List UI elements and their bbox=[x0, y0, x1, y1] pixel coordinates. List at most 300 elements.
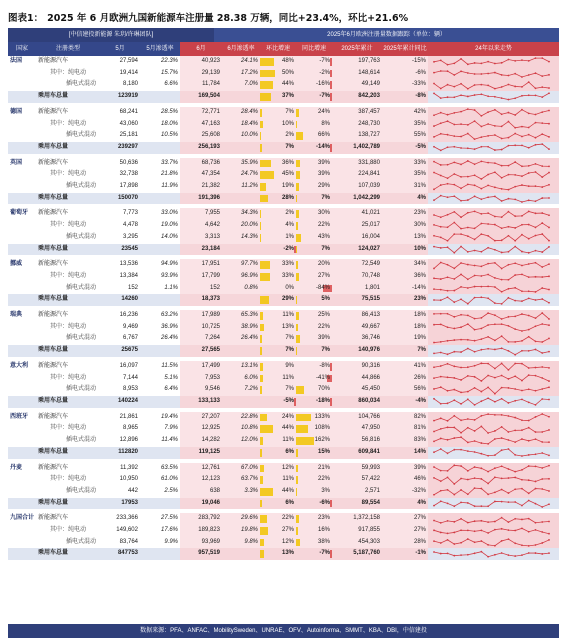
trend-sparkline-point-14 bbox=[528, 336, 530, 338]
trend-sparkline-line bbox=[434, 313, 549, 319]
trend-sparkline-point-17 bbox=[548, 171, 550, 173]
trend-sparkline-point-9 bbox=[494, 439, 496, 441]
mom-cell-text: 50% bbox=[281, 69, 294, 76]
trend-sparkline-point-10 bbox=[501, 363, 503, 365]
trend-sparkline-point-12 bbox=[514, 341, 516, 343]
may-cell: 13,536 bbox=[119, 261, 138, 268]
ytd-cell: 72,549 bbox=[332, 259, 382, 271]
table-row bbox=[8, 181, 559, 193]
mom-cell-text: 11% bbox=[282, 374, 294, 381]
trend-sparkline-point-15 bbox=[535, 318, 537, 320]
ytd-yoy-cell: 27% bbox=[382, 525, 428, 537]
trend-sparkline-point-12 bbox=[514, 375, 516, 377]
trend-sparkline-point-9 bbox=[494, 348, 496, 350]
yoy-cell-bar bbox=[296, 386, 304, 394]
mom-cell-text: 2% bbox=[285, 210, 294, 217]
trend-sparkline-point-2 bbox=[447, 390, 449, 392]
trend-sparkline-line bbox=[434, 465, 549, 471]
trend-sparkline-point-6 bbox=[474, 249, 476, 251]
may-cell: 68,241 bbox=[119, 108, 138, 115]
trend-sparkline bbox=[428, 193, 559, 205]
jun-cell: 12,123 bbox=[180, 474, 222, 486]
trend-sparkline-point-17 bbox=[548, 429, 550, 431]
ytd-cell: 36,746 bbox=[332, 333, 382, 345]
may-cell: 17953 bbox=[100, 498, 140, 510]
trend-sparkline-point-8 bbox=[487, 455, 489, 457]
jun-pen-cell bbox=[222, 193, 260, 205]
trend-sparkline-line bbox=[434, 223, 549, 229]
trend-sparkline-point-13 bbox=[521, 95, 523, 97]
trend-sparkline-point-6 bbox=[474, 505, 476, 507]
trend-sparkline-point-9 bbox=[494, 339, 496, 341]
yoy-cell-bar bbox=[296, 222, 298, 230]
yoy-cell-text: -16% bbox=[315, 81, 330, 88]
mom-cell bbox=[260, 79, 296, 91]
trend-sparkline-svg bbox=[428, 68, 555, 79]
yoy-cell-text: 29% bbox=[317, 183, 330, 190]
trend-sparkline-point-17 bbox=[548, 240, 550, 242]
type-cell: 其中：纯电动 bbox=[50, 222, 87, 229]
may-cell: 17,898 bbox=[119, 183, 138, 190]
ytd-cell: 454,303 bbox=[332, 537, 382, 549]
ytd-cell: 45,450 bbox=[332, 384, 382, 396]
trend-sparkline-line bbox=[434, 286, 549, 292]
trend-sparkline-point-8 bbox=[487, 61, 489, 63]
yoy-cell-text: 25% bbox=[317, 312, 330, 319]
trend-sparkline-point-17 bbox=[548, 61, 550, 63]
trend-sparkline-point-6 bbox=[474, 430, 476, 432]
trend-sparkline-point-8 bbox=[487, 185, 489, 187]
trend-sparkline-point-5 bbox=[467, 124, 469, 126]
trend-sparkline-svg bbox=[428, 463, 555, 474]
may-pen-cell: 22.3% bbox=[160, 58, 178, 64]
trend-sparkline-point-2 bbox=[447, 363, 449, 365]
jun-pen-cell: 7.2% bbox=[222, 384, 260, 396]
trend-sparkline-point-15 bbox=[535, 291, 537, 293]
jun-cell: 25,608 bbox=[180, 130, 222, 142]
country-cell-empty bbox=[8, 486, 36, 498]
trend-sparkline-point-6 bbox=[474, 228, 476, 230]
mom-cell-bar bbox=[260, 500, 262, 508]
trend-sparkline-point-12 bbox=[514, 530, 516, 532]
yoy-cell-text: 7% bbox=[321, 194, 330, 201]
trend-sparkline-svg bbox=[428, 142, 555, 153]
trend-sparkline-point-8 bbox=[487, 313, 489, 315]
col-header-4: 6月 bbox=[180, 42, 222, 56]
trend-sparkline-point-15 bbox=[535, 325, 537, 327]
trend-sparkline-point-11 bbox=[508, 402, 510, 404]
mom-cell-bar bbox=[260, 70, 275, 78]
trend-sparkline-point-11 bbox=[508, 198, 510, 200]
ytd-yoy-cell: 27% bbox=[382, 513, 428, 525]
mom-cell-text: 11% bbox=[282, 476, 294, 483]
trend-sparkline-line bbox=[434, 94, 549, 100]
yoy-cell-bar bbox=[296, 160, 300, 168]
yoy-cell bbox=[296, 158, 332, 170]
trend-sparkline-point-15 bbox=[535, 439, 537, 441]
trend-sparkline-point-3 bbox=[453, 135, 455, 137]
trend-sparkline-point-16 bbox=[541, 323, 543, 325]
trend-sparkline-point-13 bbox=[521, 234, 523, 236]
trend-sparkline-point-8 bbox=[487, 544, 489, 546]
jun-pen-cell: 11.2% bbox=[222, 181, 260, 193]
trend-sparkline-point-10 bbox=[501, 267, 503, 269]
trend-sparkline-point-10 bbox=[501, 375, 503, 377]
trend-sparkline-point-15 bbox=[535, 503, 537, 505]
trend-sparkline-svg bbox=[428, 158, 555, 169]
trend-sparkline-point-10 bbox=[501, 438, 503, 440]
trend-sparkline-point-3 bbox=[453, 63, 455, 65]
mom-cell-bar bbox=[260, 183, 266, 191]
ytd-yoy-cell: 82% bbox=[382, 412, 428, 424]
trend-sparkline-point-16 bbox=[541, 413, 543, 415]
country-cell-empty bbox=[8, 119, 36, 131]
trend-sparkline-point-6 bbox=[474, 477, 476, 479]
trend-sparkline-point-16 bbox=[541, 313, 543, 315]
trend-sparkline-point-16 bbox=[541, 398, 543, 400]
trend-sparkline-point-16 bbox=[541, 176, 543, 178]
trend-sparkline-point-13 bbox=[521, 201, 523, 203]
mom-cell bbox=[260, 396, 296, 408]
trend-sparkline-point-10 bbox=[501, 465, 503, 467]
type-cell: 其中：纯电动 bbox=[50, 120, 87, 127]
trend-sparkline-point-7 bbox=[480, 223, 482, 225]
trend-sparkline-point-11 bbox=[508, 75, 510, 77]
trend-sparkline-point-4 bbox=[460, 489, 462, 491]
trend-sparkline-point-10 bbox=[501, 165, 503, 167]
trend-sparkline-svg bbox=[428, 346, 555, 357]
ytd-yoy-cell: -1% bbox=[382, 548, 428, 560]
yoy-cell-bar bbox=[330, 550, 332, 558]
trend-sparkline bbox=[428, 119, 559, 131]
trend-sparkline-point-14 bbox=[528, 388, 530, 390]
trend-sparkline-point-15 bbox=[535, 480, 537, 482]
mom-cell bbox=[260, 68, 296, 80]
trend-sparkline-point-14 bbox=[528, 500, 530, 502]
trend-sparkline-point-7 bbox=[480, 213, 482, 215]
trend-sparkline-point-8 bbox=[487, 96, 489, 98]
trend-sparkline-point-16 bbox=[541, 233, 543, 235]
trend-sparkline-line bbox=[434, 196, 549, 202]
trend-sparkline-point-15 bbox=[535, 529, 537, 531]
trend-sparkline-point-9 bbox=[494, 109, 496, 111]
yoy-cell-text: 21% bbox=[317, 464, 330, 471]
trend-sparkline-line bbox=[434, 449, 549, 456]
ytd-yoy-cell: 56% bbox=[382, 384, 428, 396]
trend-sparkline-point-2 bbox=[447, 277, 449, 279]
trend-sparkline-point-4 bbox=[460, 518, 462, 520]
trend-sparkline bbox=[428, 333, 559, 345]
trend-sparkline-point-17 bbox=[548, 276, 550, 278]
may-pen-cell bbox=[140, 142, 180, 154]
jun-cell: 4,642 bbox=[180, 220, 222, 232]
country-cell-empty bbox=[8, 142, 36, 154]
trend-sparkline-point-7 bbox=[480, 73, 482, 75]
ytd-yoy-cell: 35% bbox=[382, 119, 428, 131]
mom-cell-bar bbox=[260, 261, 270, 269]
trend-sparkline-point-5 bbox=[467, 390, 469, 392]
ytd-cell: 86,413 bbox=[332, 310, 382, 322]
mom-cell bbox=[260, 310, 296, 322]
trend-sparkline-point-5 bbox=[467, 148, 469, 150]
trend-sparkline-point-1 bbox=[440, 313, 442, 315]
trend-sparkline-point-1 bbox=[440, 150, 442, 152]
mom-cell bbox=[260, 463, 296, 475]
ytd-cell: 609,841 bbox=[332, 447, 382, 459]
trend-sparkline-svg bbox=[428, 322, 555, 333]
trend-sparkline-line bbox=[434, 144, 549, 150]
type-cell: 插电式混动 bbox=[66, 487, 97, 494]
type-cell: 插电式混动 bbox=[66, 183, 97, 190]
trend-sparkline-point-14 bbox=[528, 552, 530, 554]
trend-sparkline-point-9 bbox=[494, 286, 496, 288]
mom-cell bbox=[260, 412, 296, 424]
trend-sparkline-point-16 bbox=[541, 266, 543, 268]
type-cell: 新能源汽车 bbox=[38, 362, 69, 369]
jun-cell: 47,163 bbox=[180, 119, 222, 131]
table-row bbox=[8, 537, 559, 549]
yoy-cell-bar bbox=[296, 515, 299, 523]
trend-sparkline-point-11 bbox=[508, 136, 510, 138]
jun-cell: 119,125 bbox=[180, 447, 222, 459]
trend-sparkline-point-17 bbox=[548, 149, 550, 151]
trend-sparkline-point-3 bbox=[453, 301, 455, 303]
trend-sparkline-point-15 bbox=[535, 186, 537, 188]
trend-sparkline-point-16 bbox=[541, 143, 543, 145]
trend-sparkline-point-7 bbox=[480, 275, 482, 277]
trend-sparkline-svg bbox=[428, 232, 555, 243]
trend-sparkline-point-11 bbox=[508, 211, 510, 213]
yoy-cell bbox=[296, 361, 332, 373]
trend-sparkline-point-3 bbox=[453, 449, 455, 451]
ytd-cell: 75,515 bbox=[332, 294, 382, 306]
trend-sparkline-point-11 bbox=[508, 341, 510, 343]
trend-sparkline-svg bbox=[428, 361, 555, 372]
country-cell: 葡萄牙 bbox=[10, 210, 29, 217]
trend-sparkline-point-13 bbox=[521, 399, 523, 401]
trend-sparkline-point-16 bbox=[541, 442, 543, 444]
trend-sparkline-line bbox=[434, 275, 549, 280]
type-cell: 其中：纯电动 bbox=[50, 171, 87, 178]
trend-sparkline-point-7 bbox=[480, 380, 482, 382]
may-cell: 8,180 bbox=[122, 81, 138, 88]
mom-cell bbox=[260, 91, 296, 103]
may-pen-cell: 7.9% bbox=[164, 425, 178, 432]
ytd-yoy-cell: 18% bbox=[382, 322, 428, 334]
trend-sparkline-point-7 bbox=[480, 160, 482, 162]
mom-cell-bar bbox=[260, 144, 262, 152]
trend-sparkline-point-13 bbox=[521, 274, 523, 276]
may-cell: 19,414 bbox=[119, 69, 138, 76]
jun-pen-cell: 10.8% bbox=[222, 423, 260, 435]
trend-sparkline-point-2 bbox=[447, 403, 449, 405]
trend-sparkline-line bbox=[434, 161, 549, 166]
yoy-cell-text: 38% bbox=[317, 538, 330, 545]
trend-sparkline-point-0 bbox=[433, 420, 435, 422]
trend-sparkline-point-4 bbox=[460, 111, 462, 113]
type-cell: 其中：纯电动 bbox=[50, 69, 87, 76]
trend-sparkline-point-9 bbox=[494, 72, 496, 74]
jun-pen-cell: 35.9% bbox=[222, 158, 260, 170]
trend-sparkline-line bbox=[434, 399, 549, 406]
trend-sparkline-point-16 bbox=[541, 531, 543, 533]
table-row bbox=[8, 283, 559, 295]
type-cell: 乘用车总量 bbox=[36, 193, 100, 205]
yoy-cell-text: -2% bbox=[319, 69, 330, 76]
trend-sparkline-point-12 bbox=[514, 400, 516, 402]
trend-sparkline-svg bbox=[428, 170, 555, 181]
mom-cell bbox=[260, 474, 296, 486]
col-header-3: 5月渗透率 bbox=[140, 42, 180, 56]
trend-sparkline-point-3 bbox=[453, 316, 455, 318]
trend-sparkline-point-17 bbox=[548, 87, 550, 89]
jun-cell: 11,784 bbox=[180, 79, 222, 91]
trend-sparkline-point-1 bbox=[440, 261, 442, 263]
trend-sparkline-point-6 bbox=[474, 275, 476, 277]
type-cell: 乘用车总量 bbox=[36, 396, 100, 408]
mom-cell bbox=[260, 142, 296, 154]
may-pen-cell: 2.5% bbox=[164, 487, 178, 494]
trend-sparkline-point-12 bbox=[514, 442, 516, 444]
jun-pen-cell: 6.0% bbox=[222, 373, 260, 385]
trend-sparkline bbox=[428, 525, 559, 537]
trend-sparkline-point-7 bbox=[480, 453, 482, 455]
yoy-cell bbox=[296, 208, 332, 220]
trend-sparkline-point-15 bbox=[535, 416, 537, 418]
yoy-cell-bar bbox=[330, 70, 332, 78]
mom-cell-text: 24% bbox=[281, 413, 294, 420]
trend-sparkline-point-16 bbox=[541, 251, 543, 253]
trend-sparkline-point-17 bbox=[548, 490, 550, 492]
trend-sparkline bbox=[428, 130, 559, 142]
trend-sparkline-point-14 bbox=[528, 263, 530, 265]
trend-sparkline-point-8 bbox=[487, 494, 489, 496]
trend-sparkline-point-15 bbox=[535, 348, 537, 350]
trend-sparkline-point-11 bbox=[508, 59, 510, 61]
mom-cell-bar bbox=[260, 465, 264, 473]
trend-sparkline-point-14 bbox=[528, 60, 530, 62]
table-row bbox=[8, 513, 559, 525]
trend-sparkline-line bbox=[434, 438, 549, 445]
yoy-cell-bar bbox=[296, 425, 308, 433]
trend-sparkline-point-7 bbox=[480, 348, 482, 350]
trend-sparkline-point-1 bbox=[440, 480, 442, 482]
trend-sparkline-point-3 bbox=[453, 400, 455, 402]
mom-cell bbox=[260, 447, 296, 459]
yoy-cell-bar bbox=[296, 324, 298, 332]
trend-sparkline-point-3 bbox=[453, 85, 455, 87]
trend-sparkline-point-0 bbox=[433, 235, 435, 237]
trend-sparkline-point-0 bbox=[433, 441, 435, 443]
trend-sparkline-point-17 bbox=[548, 533, 550, 535]
trend-sparkline-point-0 bbox=[433, 161, 435, 163]
trend-sparkline-point-15 bbox=[535, 250, 537, 252]
country-cell-empty bbox=[8, 244, 36, 256]
trend-sparkline-point-6 bbox=[474, 487, 476, 489]
trend-sparkline-point-7 bbox=[480, 488, 482, 490]
trend-sparkline-point-8 bbox=[487, 224, 489, 226]
trend-sparkline-point-13 bbox=[521, 469, 523, 471]
ytd-cell: 70,748 bbox=[332, 271, 382, 283]
trend-sparkline-point-4 bbox=[460, 274, 462, 276]
ytd-cell: 107,039 bbox=[332, 181, 382, 193]
trend-sparkline-point-13 bbox=[521, 145, 523, 147]
country-cell-empty bbox=[8, 548, 36, 560]
data-source: 数据来源：PFA、ANFAC、MobilitySweden、UNRAE、OFV、Autoinforma、SMMT、KBA、DBI，中信建投 bbox=[8, 624, 559, 638]
country-cell-empty bbox=[8, 498, 36, 510]
trend-sparkline-point-1 bbox=[440, 542, 442, 544]
trend-sparkline-line bbox=[434, 71, 549, 77]
trend-sparkline-point-4 bbox=[460, 228, 462, 230]
may-cell: 10,950 bbox=[119, 476, 138, 483]
trend-sparkline-svg bbox=[428, 181, 555, 192]
may-pen-cell: 33.7% bbox=[160, 159, 178, 166]
trend-sparkline-point-11 bbox=[508, 440, 510, 442]
trend-sparkline-line bbox=[434, 517, 549, 522]
trend-sparkline-point-1 bbox=[440, 132, 442, 134]
yoy-cell-bar bbox=[296, 335, 300, 343]
yoy-cell-text: 7% bbox=[321, 347, 330, 354]
trend-sparkline bbox=[428, 220, 559, 232]
yoy-cell-bar bbox=[296, 347, 297, 355]
trend-sparkline-point-12 bbox=[514, 274, 516, 276]
table-row bbox=[8, 169, 559, 181]
trend-sparkline-point-4 bbox=[460, 542, 462, 544]
trend-sparkline-point-7 bbox=[480, 317, 482, 319]
yoy-cell-text: 108% bbox=[314, 425, 330, 432]
may-cell: 25,181 bbox=[119, 132, 138, 139]
mom-cell-bar bbox=[260, 425, 273, 433]
may-pen-cell: 18.0% bbox=[160, 120, 178, 127]
trend-sparkline-point-15 bbox=[535, 465, 537, 467]
trend-sparkline-point-9 bbox=[494, 215, 496, 217]
trend-sparkline bbox=[428, 345, 559, 357]
country-cell-empty bbox=[8, 232, 36, 244]
trend-sparkline-point-10 bbox=[501, 137, 503, 139]
mom-cell bbox=[260, 271, 296, 283]
trend-sparkline-point-5 bbox=[467, 315, 469, 317]
country-cell: 丹麦 bbox=[10, 464, 23, 471]
trend-sparkline-point-6 bbox=[474, 419, 476, 421]
trend-sparkline-line bbox=[434, 348, 549, 354]
trend-sparkline-point-5 bbox=[467, 554, 469, 556]
country-cell-empty bbox=[8, 423, 36, 435]
yoy-cell-bar bbox=[296, 109, 299, 117]
ytd-yoy-cell: 4% bbox=[382, 498, 428, 510]
yoy-cell-bar bbox=[296, 183, 299, 191]
trend-sparkline-point-14 bbox=[528, 465, 530, 467]
trend-sparkline-point-14 bbox=[528, 165, 530, 167]
trend-sparkline-point-16 bbox=[541, 506, 543, 508]
yoy-cell bbox=[296, 130, 332, 142]
banner-team: [中信建投新能源 朱玥/许琳团队] bbox=[68, 32, 154, 38]
jun-cell: 12,925 bbox=[180, 423, 222, 435]
trend-sparkline-point-12 bbox=[514, 489, 516, 491]
ytd-yoy-cell: 39% bbox=[382, 463, 428, 475]
yoy-cell bbox=[296, 271, 332, 283]
type-cell: 插电式混动 bbox=[66, 132, 97, 139]
jun-pen-cell: 22.8% bbox=[222, 412, 260, 424]
trend-sparkline-point-16 bbox=[541, 58, 543, 60]
jun-cell: 9,546 bbox=[180, 384, 222, 396]
trend-sparkline-point-10 bbox=[501, 414, 503, 416]
trend-sparkline-point-8 bbox=[487, 556, 489, 558]
mom-cell-bar bbox=[260, 324, 264, 332]
trend-sparkline-point-3 bbox=[453, 494, 455, 496]
table-row bbox=[8, 130, 559, 142]
column-headers bbox=[8, 42, 559, 56]
trend-sparkline-svg bbox=[428, 435, 555, 446]
